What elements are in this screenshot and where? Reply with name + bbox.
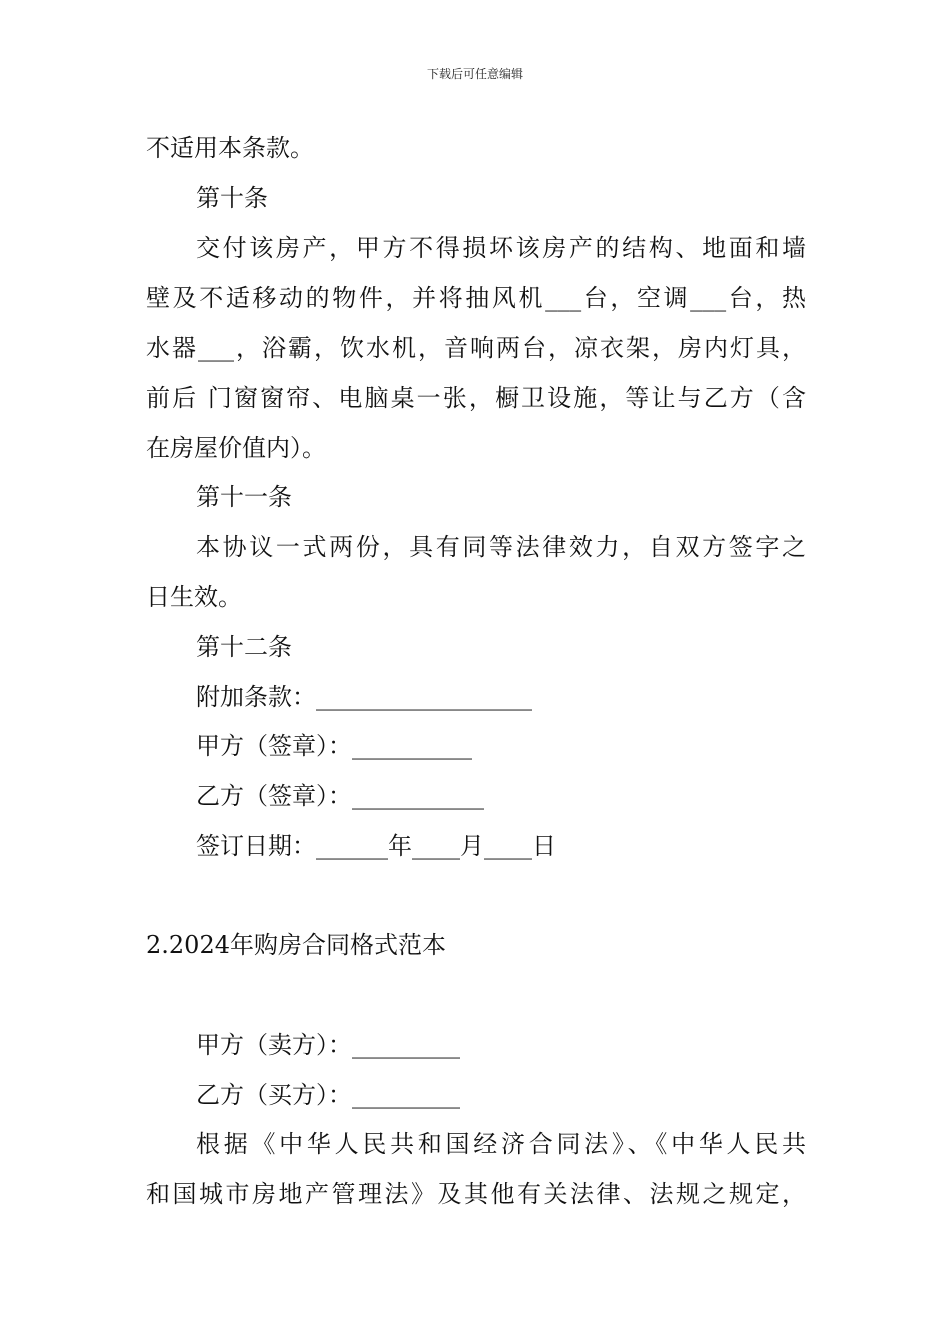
article-heading: 第十二条	[196, 633, 292, 661]
seller-line: 甲方（卖方）：_________	[196, 1031, 460, 1059]
text-line: 水器___，浴霸，饮水机，音响两台，凉衣架，房内灯具，	[146, 334, 806, 362]
article-heading: 第十条	[196, 184, 268, 212]
text-line: 不适用本条款。	[146, 134, 314, 162]
text-line: 日生效。	[146, 583, 242, 611]
additional-terms-line: 附加条款：__________________	[196, 683, 532, 711]
text-line: 交付该房产，甲方不得损坏该房产的结构、地面和墙	[196, 234, 806, 262]
text-line: 壁及不适移动的物件，并将抽风机___台，空调___台，热	[146, 284, 806, 312]
text-line: 和国城市房地产管理法》及其他有关法律、法规之规定，	[146, 1180, 806, 1208]
party-b-signature-line: 乙方（签章）：___________	[196, 782, 484, 810]
section-title: 2.2024年购房合同格式范本	[146, 931, 446, 959]
page-header: 下载后可任意编辑	[426, 67, 523, 81]
text-line: 根据《中华人民共和国经济合同法》、《中华人民共	[196, 1130, 806, 1158]
text-line: 前后 门窗窗帘、电脑桌一张，橱卫设施，等让与乙方（含	[146, 384, 806, 412]
text-line: 本协议一式两份，具有同等法律效力，自双方签字之	[196, 533, 806, 561]
article-heading: 第十一条	[196, 483, 292, 511]
text-line: 在房屋价值内）。	[146, 434, 326, 462]
buyer-line: 乙方（买方）：_________	[196, 1081, 460, 1109]
party-a-signature-line: 甲方（签章）：__________	[196, 732, 472, 760]
sign-date-line: 签订日期：______年____月____日	[196, 832, 556, 860]
